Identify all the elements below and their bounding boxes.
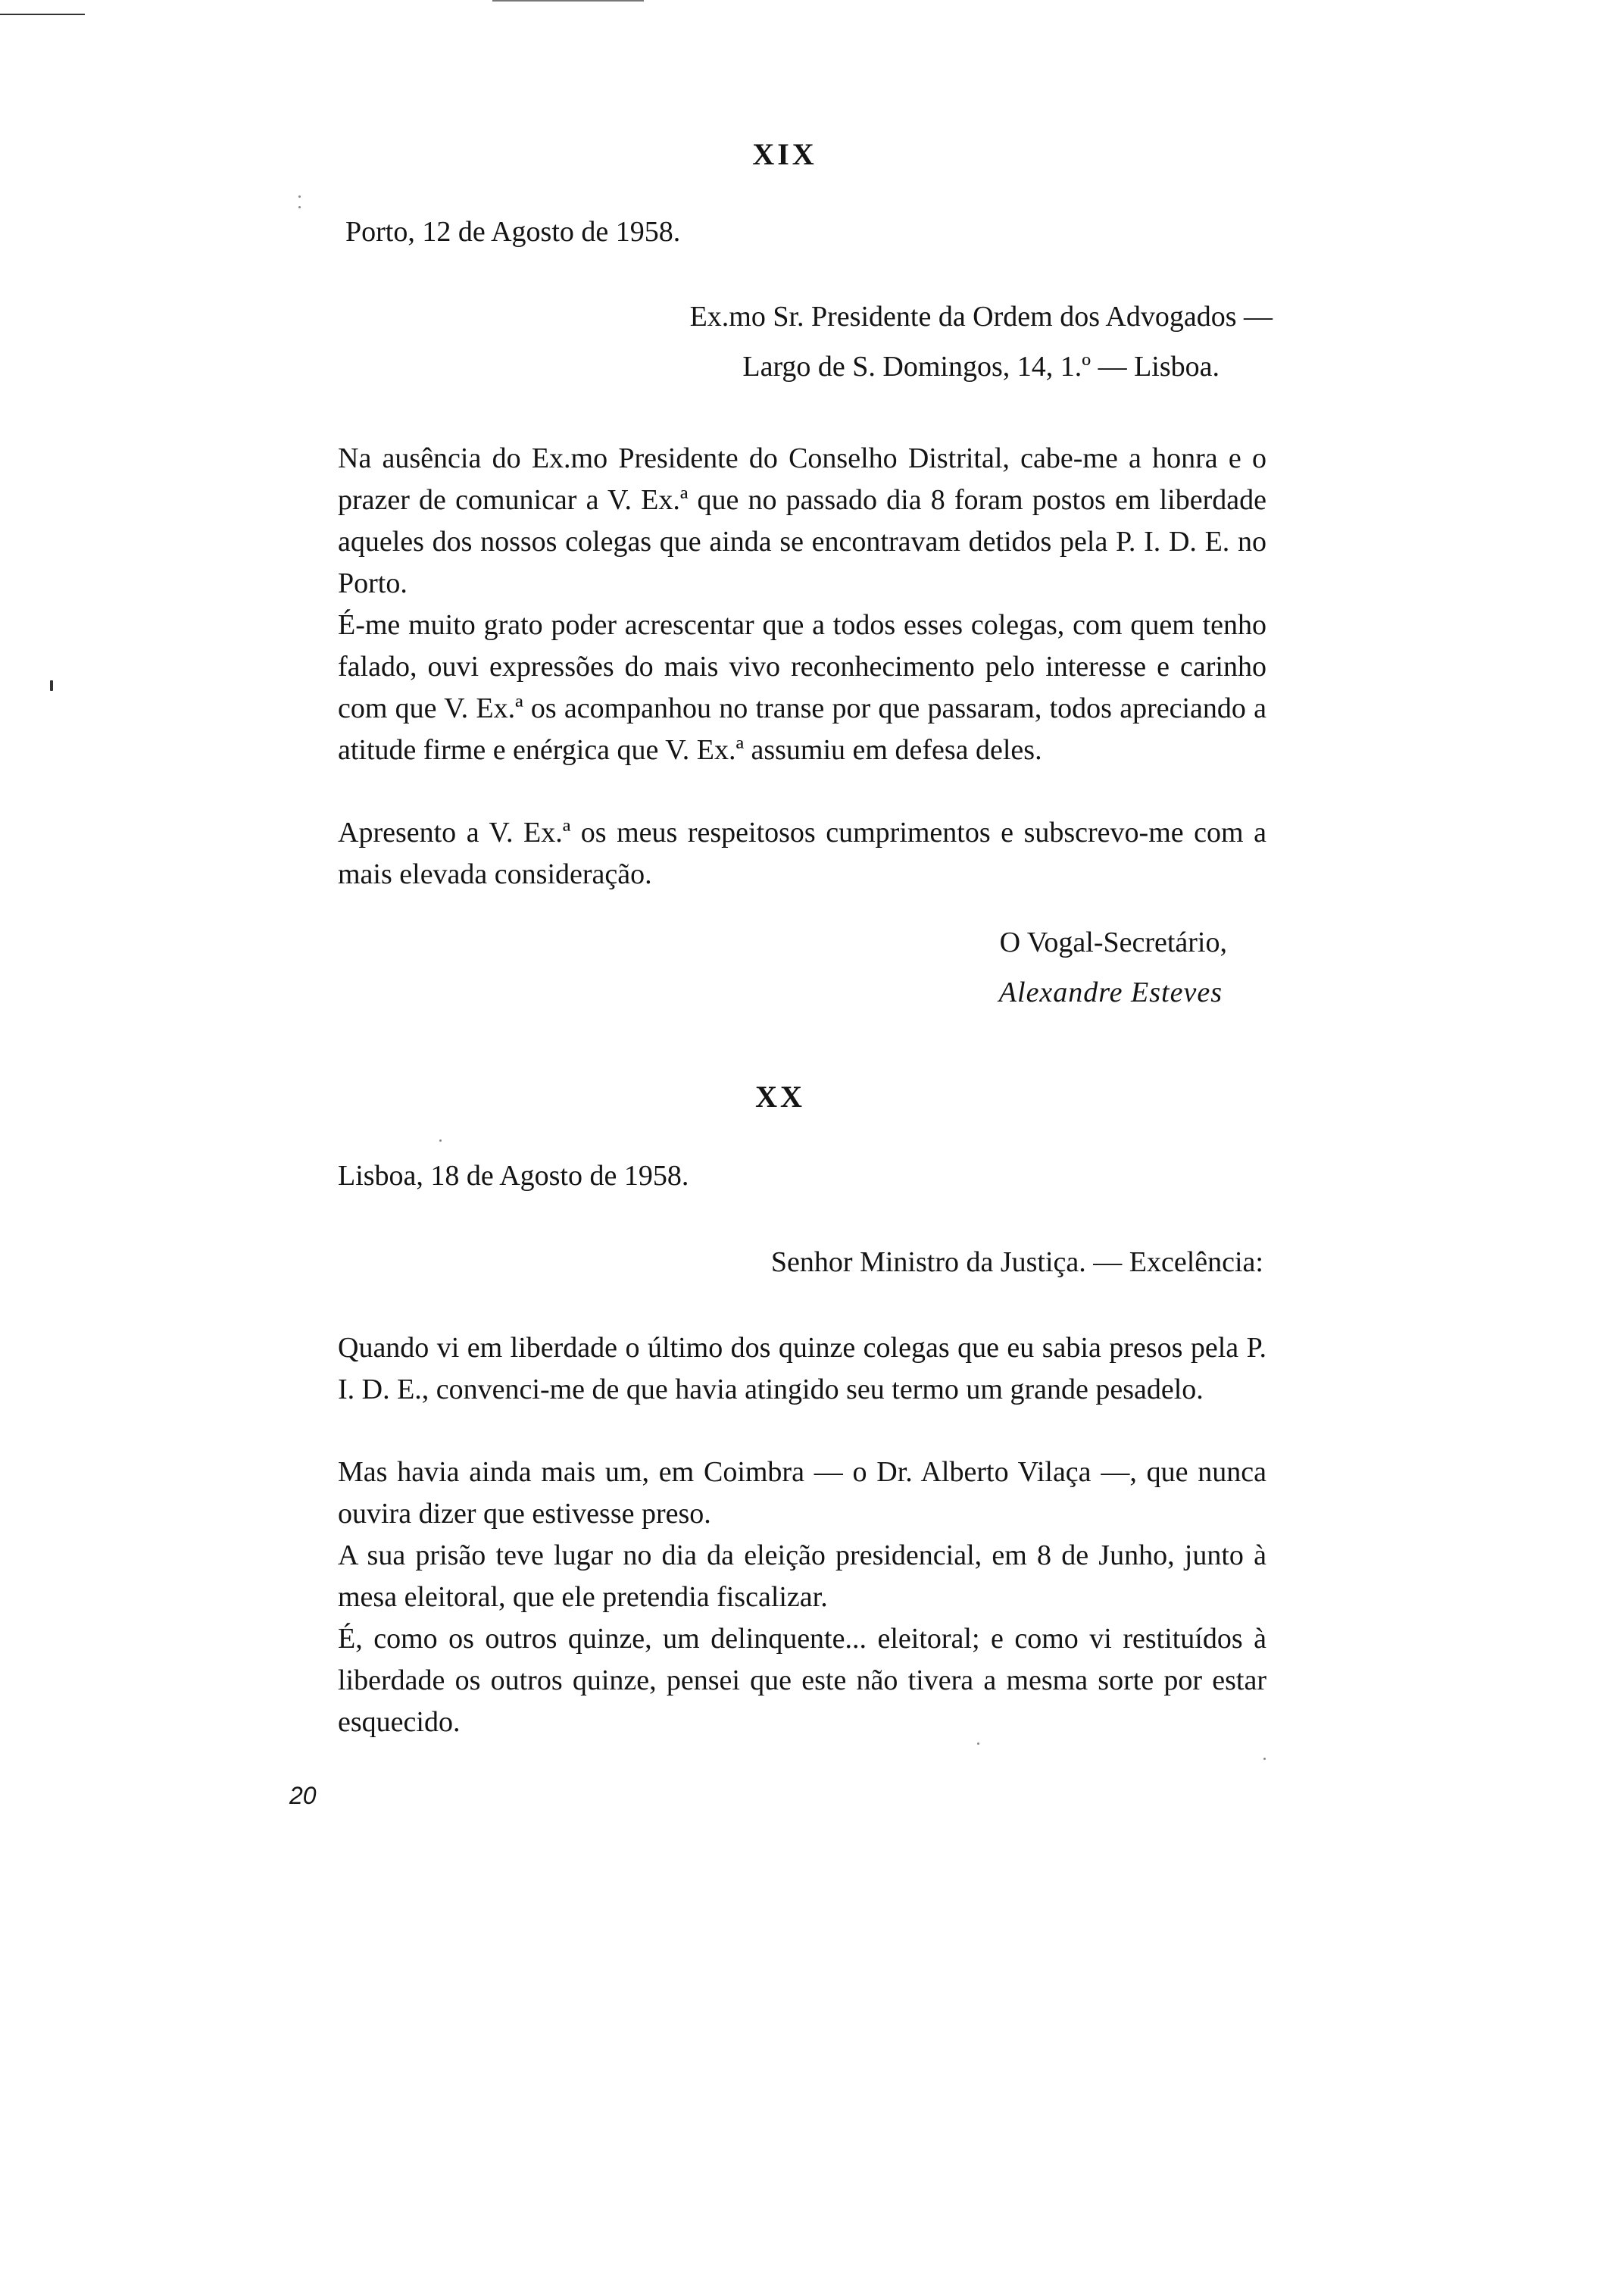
letter-xix-date: Porto, 12 de Agosto de 1958. (345, 216, 681, 248)
page-number: 20 (289, 1782, 317, 1809)
letter-xix-signature-title: O Vogal-Secretário, (999, 927, 1227, 958)
scan-edge-rule (0, 14, 85, 15)
scan-speck (1263, 1758, 1266, 1760)
scan-speck (439, 1139, 442, 1142)
scan-speck (298, 206, 301, 208)
letter-xix-heading: XIX (752, 137, 817, 171)
letter-xx-paragraph: A sua prisão teve lugar no dia da eleição presidencial, em 8 de Junho, junto à mesa eleitoral, que ele pretendia fiscalizar. (338, 1539, 1266, 1613)
letter-xix-paragraph: Apresento a V. Ex.ª os meus respeitosos cumprimentos e subscrevo-me com a mais elevada consideração. (338, 817, 1266, 890)
letter-xx-heading: XX (755, 1080, 805, 1114)
letter-xix-addressee-line-1: Ex.mo Sr. Presidente da Ordem dos Advogados — (689, 301, 1273, 333)
scan-speck (298, 195, 301, 198)
letter-xix-paragraph: Na ausência do Ex.mo Presidente do Conselho Distrital, cabe-me a honra e o prazer de comunicar a V. Ex.ª que no passado dia 8 foram postos em liberdade aqueles dos nossos colegas que ainda se encontravam detidos pela P. I. D. E. no Porto. (338, 442, 1266, 599)
letter-xx-date: Lisboa, 18 de Agosto de 1958. (338, 1160, 689, 1192)
letter-xx-salutation: Senhor Ministro da Justiça. — Excelência: (770, 1246, 1263, 1278)
scan-top-rule (492, 0, 644, 2)
letter-xx-paragraph: Mas havia ainda mais um, em Coimbra — o Dr. Alberto Vilaça —, que nunca ouvira dizer que estivesse preso. (338, 1456, 1266, 1530)
letter-xx-paragraph: Quando vi em liberdade o último dos quinze colegas que eu sabia presos pela P. I. D. E., convenci-me de que havia atingido seu termo um grande pesadelo. (338, 1332, 1266, 1405)
letter-xx-paragraph: É, como os outros quinze, um delinquente... eleitoral; e como vi restituídos à liberdade os outros quinze, pensei que este não tivera a mesma sorte por estar esquecido. (338, 1623, 1266, 1738)
letter-xix-addressee-line-2: Largo de S. Domingos, 14, 1.º — Lisboa. (742, 351, 1220, 383)
scan-speck (50, 680, 53, 691)
letter-xix-paragraph: É-me muito grato poder acrescentar que a todos esses colegas, com quem tenho falado, ouvi expressões do mais vivo reconhecimento pelo interesse e carinho com que V. Ex.ª os acompanhou no transe por que passaram, todos apreciando a atitude firme e enérgica que V. Ex.ª assumiu em defesa deles. (338, 609, 1266, 766)
letter-xix-signature-name: Alexandre Esteves (998, 977, 1223, 1008)
